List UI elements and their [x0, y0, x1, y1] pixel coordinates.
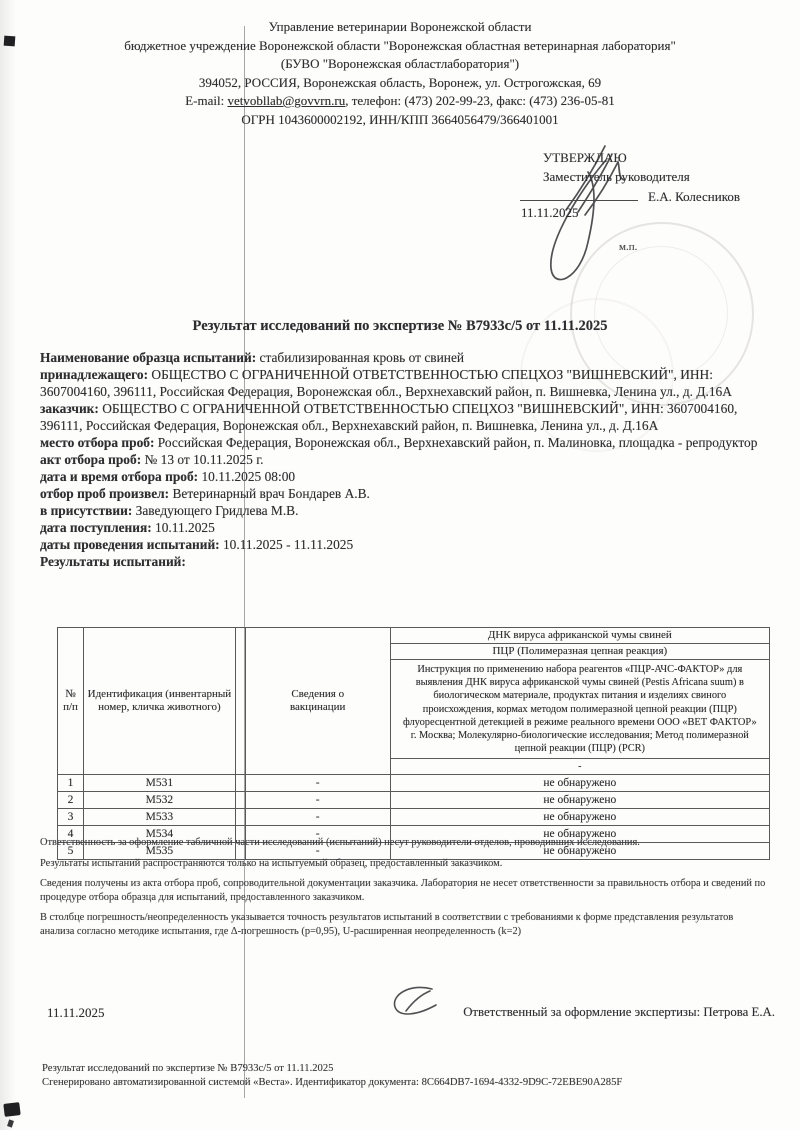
footer-generated-by: Сгенерировано автоматизированной системой «Веста». Идентификатор документа: 8C664DB7-1694-4332-9D9C-72EBE90A285F — [42, 1076, 623, 1088]
detail-line: место отбора проб: Российская Федерация, Воронежская обл., Верхнехавский район, п. Малиновка, площадка - репродуктор — [40, 435, 758, 450]
document-title: Результат исследований по экспертизе № В7933с/5 от 11.11.2025 — [192, 318, 608, 334]
sample-id: М533 — [83, 809, 235, 826]
col-header-spacer — [235, 628, 245, 775]
org-header — [40, 18, 760, 129]
col-header-identification: Идентификация (инвентарный номер, кличка животного) — [83, 628, 235, 775]
document-footer — [42, 1062, 762, 1089]
note-line: Ответственность за оформление табличной части исследований (испытаний) несут руководители отделов, проводивших исследования. — [40, 837, 640, 848]
sample-id: М534 — [83, 826, 235, 843]
row-number: 2 — [58, 792, 84, 809]
test-result: не обнаружено — [390, 843, 769, 860]
org-contacts — [40, 92, 760, 111]
vaccination-info: - — [245, 775, 390, 792]
responsible-signature — [386, 983, 438, 1025]
approval-title: УТВЕРЖДАЮ — [543, 150, 627, 165]
approver-name: Е.А. Колесников — [648, 189, 740, 204]
org-full-name: бюджетное учреждение Воронежской области "Воронежская областная ветеринарная лаборатория" — [124, 37, 676, 53]
row-number: 5 — [58, 843, 84, 860]
approval-date: 11.11.2025 — [521, 205, 579, 220]
org-address: 394052, РОССИЯ, Воронежская область, Воронеж, ул. Острогожская, 69 — [198, 74, 602, 90]
test-result: не обнаружено — [390, 809, 769, 826]
note-line: Результаты испытаний распространяются только на испытуемый образец, предоставленный заказчиком. — [40, 857, 503, 869]
sample-id: М531 — [83, 775, 235, 792]
table-row — [58, 792, 770, 809]
row-number: 3 — [58, 809, 84, 826]
scan-ink-blot — [4, 36, 16, 47]
footer-doc-ref: Результат исследований по экспертизе № В7933с/5 от 11.11.2025 — [42, 1063, 334, 1074]
sample-id: М535 — [83, 843, 235, 860]
spacer-cell — [235, 775, 245, 792]
org-ogrn-inn: ОГРН 1043600002192, ИНН/КПП 3664056479/366401001 — [241, 111, 559, 127]
detail-line: отбор проб произвел: Ветеринарный врач Бондарев А.В. — [40, 486, 370, 501]
phone-fax: , телефон: (473) 202-99-23, факс: (473) 236-05-81 — [345, 93, 615, 108]
col-header-number: № п/п — [58, 628, 84, 775]
test-result: не обнаружено — [390, 826, 769, 843]
detail-line: заказчик: ОБЩЕСТВО С ОГРАНИЧЕННОЙ ОТВЕТСТВЕННОСТЬЮ СПЕЦХОЗ "ВИШНЕВСКИЙ", ИНН: 3607004160, 396111, Российская Федерация, Воронежская обл., Верхнехавский район, п. Вишневка, Ленина ул., д. Д.16А — [40, 401, 738, 433]
detail-line: в присутствии: Заведующего Гридлева М.В. — [40, 503, 299, 518]
col-header-vaccination: Сведения о вакцинации — [245, 628, 390, 775]
detail-line: даты проведения испытаний: 10.11.2025 - 11.11.2025 — [40, 537, 354, 552]
detail-line: Результаты испытаний: — [40, 554, 186, 569]
vaccination-info: - — [245, 809, 390, 826]
spacer-cell — [235, 809, 245, 826]
scan-ink-blot — [3, 1102, 20, 1117]
detail-line: дата и время отбора проб: 10.11.2025 08:00 — [40, 469, 296, 484]
signature-rule — [520, 186, 638, 201]
note-line: В столбце погрешность/неопределенность указывается точность результатов испытаний в соответствии с требованиями к форме представления результатов анализа согласно методике испытания, где Δ-погрешность (р=0,95), U-расширенная неопределенность (k=2) — [40, 912, 734, 937]
disclaimer-notes — [40, 836, 766, 945]
test-method-full-header: Инструкция по применению набора реагентов «ПЦР-АЧС-ФАКТОР» для выявления ДНК вируса африканской чумы свиней (Pestis Africana suum) в биологическом материале, продуктах питания и изделиях свиного происхождения, кормах методом полимеразной цепной реакции (ПЦР) флуоресцентной детекцией в режиме реального времени ООО «ВЕТ ФАКТОР» г. Москва; Молекулярно-биологические исследования; Метод полимеразной цепной реакции (ПЦР) (PCR) — [390, 660, 769, 759]
test-name-header: ДНК вируса африканской чумы свиней — [390, 628, 769, 644]
scan-edge-shadow — [0, 0, 16, 1130]
stamp-place-label: м.п. — [619, 241, 638, 253]
org-authority: Управление ветеринарии Воронежской области — [268, 19, 532, 34]
results-table — [57, 627, 770, 860]
detail-line: дата поступления: 10.11.2025 — [40, 520, 215, 535]
note-line: Сведения получены из акта отбора проб, сопроводительной документации заказчика. Лаборатория не несет ответственности за правильность отбора и сведений по процедуре отбора образца для испытаний, предоставленного заказчиком. — [40, 878, 766, 903]
table-row — [58, 809, 770, 826]
detail-line: акт отбора проб: № 13 от 10.11.2025 г. — [40, 452, 264, 467]
test-result: не обнаружено — [390, 792, 769, 809]
org-short-name: (БУВО "Воронежская областлаборатория") — [280, 56, 520, 71]
test-result: не обнаружено — [390, 775, 769, 792]
uncertainty-cell: - — [390, 759, 769, 775]
vaccination-info: - — [245, 826, 390, 843]
signature-line — [520, 186, 780, 205]
detail-line: Наименование образца испытаний: стабилизированная кровь от свиней — [40, 350, 465, 365]
test-method-short-header: ПЦР (Полимеразная цепная реакция) — [390, 644, 769, 660]
spacer-cell — [235, 792, 245, 809]
row-number: 4 — [58, 826, 84, 843]
sample-details — [40, 349, 762, 570]
email-label: E-mail: — [185, 93, 228, 108]
email-address: vetvobllab@govvrn.ru — [227, 93, 346, 108]
sample-id: М532 — [83, 792, 235, 809]
detail-line: принадлежащего: ОБЩЕСТВО С ОГРАНИЧЕННОЙ ОТВЕТСТВЕННОСТЬЮ СПЕЦХОЗ "ВИШНЕВСКИЙ", ИНН: 3607004160, 396111, Российская Федерация, Воронежская обл., Верхнехавский район, п. Вишневка, Ленина ул., д. Д.16А — [40, 367, 732, 399]
vaccination-info: - — [245, 843, 390, 860]
vaccination-info: - — [245, 792, 390, 809]
issue-date: 11.11.2025 — [47, 1005, 105, 1020]
row-number: 1 — [58, 775, 84, 792]
responsible-person: Ответственный за оформление экспертизы: Петрова Е.А. — [463, 1005, 775, 1019]
approver-role: Заместитель руководителя — [543, 169, 690, 184]
table-row — [58, 775, 770, 792]
